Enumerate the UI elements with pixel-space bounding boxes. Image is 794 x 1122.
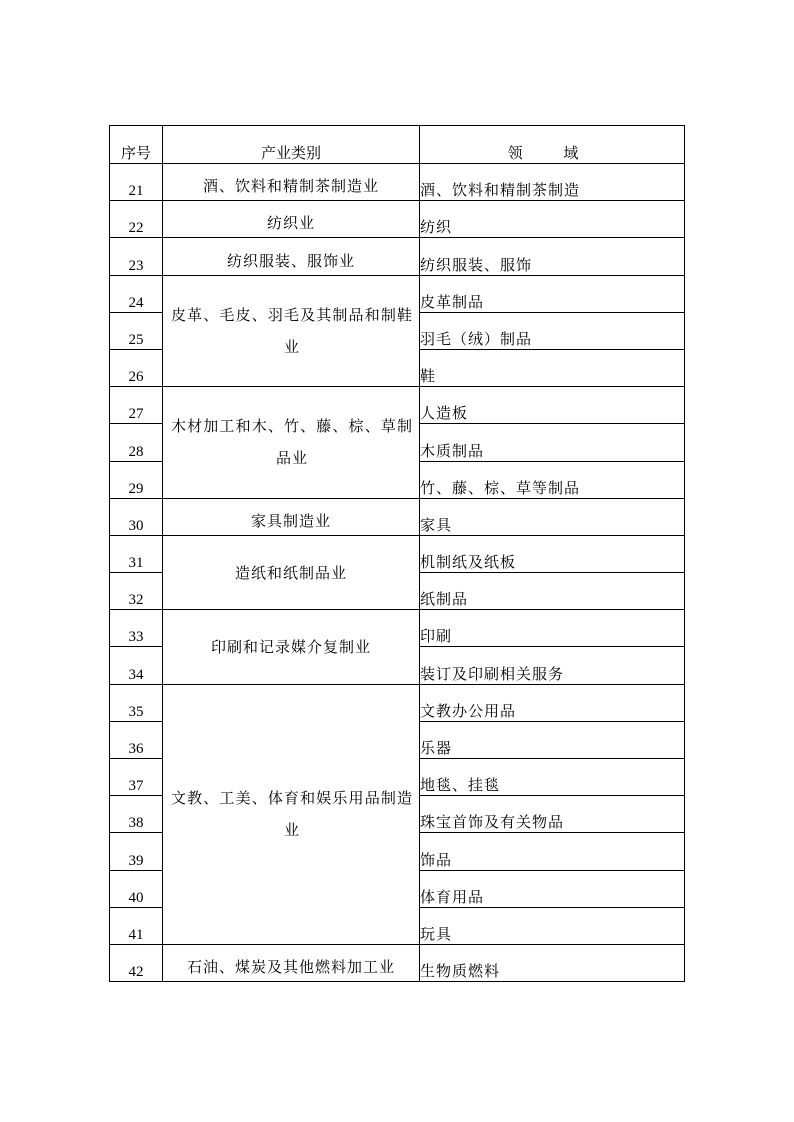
domain-cell: 家具 [420, 498, 685, 535]
category-cell-culture [163, 684, 420, 944]
category-cell-printing: 印刷和记录媒介复制业 [163, 610, 420, 684]
domain-cell: 玩具 [420, 907, 685, 944]
table-row [110, 238, 685, 275]
domain-cell: 珠宝首饰及有关物品 [420, 796, 685, 833]
domain-cell: 竹、藤、棕、草等制品 [420, 461, 685, 498]
industry-table [109, 125, 685, 982]
category-line: 木材加工和木、竹、藤、棕、草制 [171, 417, 413, 436]
header-serial: 序号 [110, 126, 163, 164]
category-cell: 家具制造业 [163, 498, 420, 535]
category-cell-paper: 造纸和纸制品业 [163, 535, 420, 609]
domain-cell: 乐器 [420, 721, 685, 758]
domain-cell: 文教办公用品 [420, 684, 685, 721]
category-cell: 酒、饮料和精制茶制造业 [163, 164, 420, 201]
domain-cell: 木质制品 [420, 424, 685, 461]
category-line: 品业 [275, 449, 308, 468]
category-line: 皮革、毛皮、羽毛及其制品和制鞋 [171, 305, 413, 324]
category-cell: 纺织服装、服饰业 [163, 238, 420, 275]
row-number: 42 [110, 944, 163, 981]
domain-cell: 人造板 [420, 387, 685, 424]
category-cell: 石油、煤炭及其他燃料加工业 [163, 944, 420, 981]
header-domain: 领 域 [420, 126, 685, 164]
domain-cell: 饰品 [420, 833, 685, 870]
row-number: 26 [110, 349, 163, 386]
row-number: 35 [110, 684, 163, 721]
table-row [110, 387, 685, 424]
domain-cell: 机制纸及纸板 [420, 535, 685, 572]
domain-cell: 印刷 [420, 610, 685, 647]
table-row [110, 164, 685, 201]
row-number: 29 [110, 461, 163, 498]
category-line: 文教、工美、体育和娱乐用品制造 [171, 789, 413, 808]
row-number: 23 [110, 238, 163, 275]
row-number: 34 [110, 647, 163, 684]
table-row [110, 498, 685, 535]
row-number: 21 [110, 164, 163, 201]
row-number: 39 [110, 833, 163, 870]
table-row [110, 201, 685, 238]
row-number: 24 [110, 275, 163, 312]
header-row [110, 126, 685, 164]
row-number: 33 [110, 610, 163, 647]
table-row [110, 535, 685, 572]
row-number: 28 [110, 424, 163, 461]
domain-cell: 纸制品 [420, 573, 685, 610]
table-row [110, 275, 685, 312]
category-cell-wood [163, 387, 420, 499]
domain-cell: 生物质燃料 [420, 944, 685, 981]
domain-cell: 羽毛（绒）制品 [420, 312, 685, 349]
row-number: 30 [110, 498, 163, 535]
table-row [110, 684, 685, 721]
category-cell-leather [163, 275, 420, 387]
domain-cell: 地毯、挂毯 [420, 759, 685, 796]
domain-cell: 皮革制品 [420, 275, 685, 312]
row-number: 37 [110, 759, 163, 796]
header-category: 产业类别 [163, 126, 420, 164]
row-number: 27 [110, 387, 163, 424]
domain-cell: 酒、饮料和精制茶制造 [420, 164, 685, 201]
row-number: 36 [110, 721, 163, 758]
domain-cell: 纺织 [420, 201, 685, 238]
domain-cell: 装订及印刷相关服务 [420, 647, 685, 684]
row-number: 22 [110, 201, 163, 238]
row-number: 32 [110, 573, 163, 610]
row-number: 31 [110, 535, 163, 572]
row-number: 40 [110, 870, 163, 907]
category-line: 业 [283, 821, 300, 840]
table-row [110, 610, 685, 647]
row-number: 41 [110, 907, 163, 944]
row-number: 38 [110, 796, 163, 833]
domain-cell: 体育用品 [420, 870, 685, 907]
category-line: 业 [283, 337, 300, 356]
category-cell: 纺织业 [163, 201, 420, 238]
row-number: 25 [110, 312, 163, 349]
domain-cell: 纺织服装、服饰 [420, 238, 685, 275]
domain-cell: 鞋 [420, 349, 685, 386]
table-row [110, 944, 685, 981]
